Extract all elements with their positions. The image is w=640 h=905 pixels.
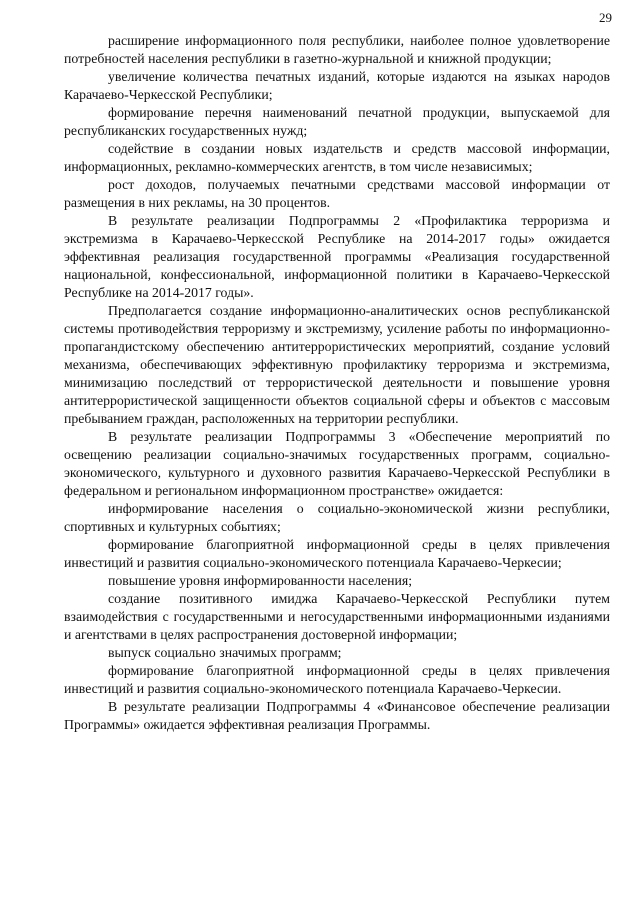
paragraph: содействие в создании новых издательств и средств массовой информации, информационных, рекламно-коммерческих агентств, в том числе независимых; (64, 141, 610, 174)
paragraph: рост доходов, получаемых печатными средствами массовой информации от размещения в них рекламы, на 30 процентов. (64, 177, 610, 210)
paragraph: Предполагается создание информационно-аналитических основ республиканской системы противодействия терроризму и экстремизму, усиление работы по информационно-пропагандистскому обеспечению антитеррористических мероприятий, создание условий механизма, обеспечивающих эффективную профилактику терроризма и экстремизма, минимизацию последствий от террористической деятельности и повышение уровня антитеррористической защищенности объектов социальной сферы и объектов с массовым пребыванием граждан, расположенных на территории республики. (64, 303, 610, 426)
paragraph: В результате реализации Подпрограммы 4 «Финансовое обеспечение реализации Программы» ожидается эффективная реализация Программы. (64, 699, 610, 732)
paragraph: В результате реализации Подпрограммы 2 «Профилактика терроризма и экстремизма в Карачаево-Черкесской Республике на 2014-2017 годы» ожидается эффективная реализация государственной программы «Реализация государственной национальной, конфессиональной, информационной политики в Карачаево-Черкесской Республике на 2014-2017 годы». (64, 213, 610, 300)
paragraph: выпуск социально значимых программ; (108, 645, 342, 660)
paragraph: формирование благоприятной информационной среды в целях привлечения инвестиций и развития социально-экономического потенциала Карачаево-Черкесии; (64, 537, 610, 570)
document-body (64, 32, 610, 734)
paragraph: формирование перечня наименований печатной продукции, выпускаемой для республиканских государственных нужд; (64, 105, 610, 138)
paragraph: В результате реализации Подпрограммы 3 «Обеспечение мероприятий по освещению реализации социально-значимых государственных программ, социально-экономического, культурного и духовного развития Карачаево-Черкесской Республики в федеральном и региональном информационном пространстве» ожидается: (64, 429, 610, 498)
paragraph: информирование населения о социально-экономической жизни республики, спортивных и культурных событиях; (64, 501, 610, 534)
paragraph: повышение уровня информированности населения; (108, 573, 413, 588)
paragraph: расширение информационного поля республики, наиболее полное удовлетворение потребностей населения республики в газетно-журнальной и книжной продукции; (64, 33, 610, 66)
paragraph: создание позитивного имиджа Карачаево-Черкесской Республики путем взаимодействия с государственными и негосударственными информационными изданиями и агентствами в целях распространения достоверной информации; (64, 591, 610, 642)
paragraph: увеличение количества печатных изданий, которые издаются на языках народов Карачаево-Черкесской Республики; (64, 69, 610, 102)
paragraph: формирование благоприятной информационной среды в целях привлечения инвестиций и развития социально-экономического потенциала Карачаево-Черкесии. (64, 663, 610, 696)
page-number: 29 (599, 10, 612, 25)
